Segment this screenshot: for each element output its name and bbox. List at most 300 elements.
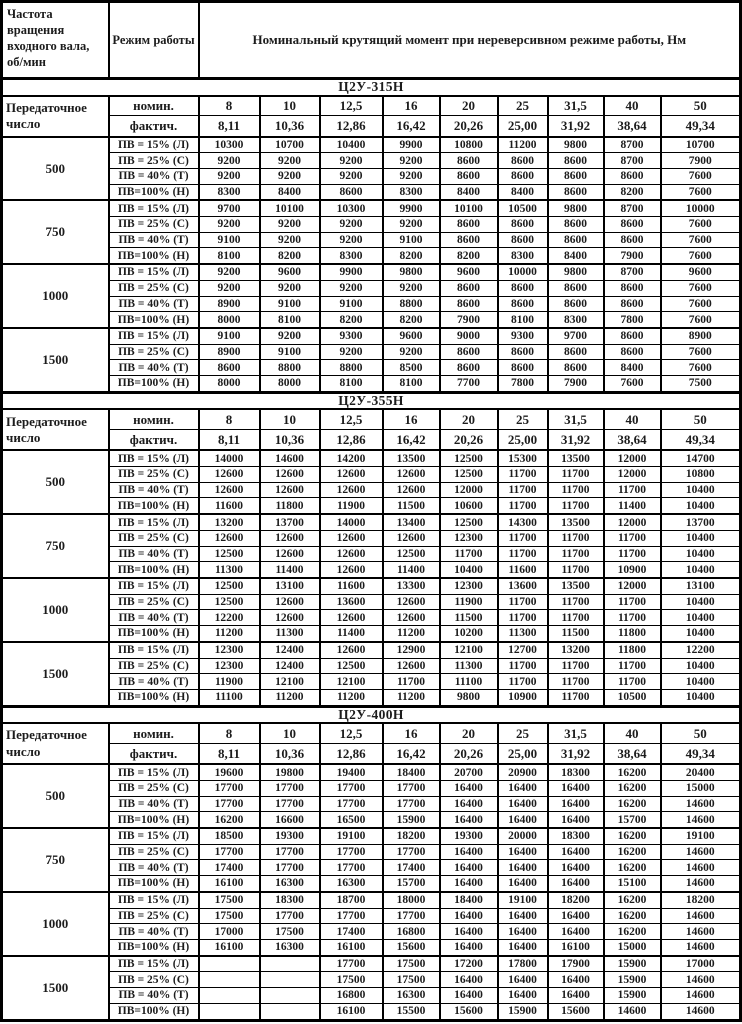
torque-value: 10400 bbox=[661, 530, 741, 546]
torque-value: 14600 bbox=[661, 796, 741, 812]
torque-value: 15100 bbox=[604, 876, 661, 892]
nominal-value: 40 bbox=[604, 723, 661, 743]
torque-value: 7500 bbox=[661, 376, 741, 393]
torque-value: 12500 bbox=[199, 546, 260, 562]
torque-value: 7900 bbox=[661, 153, 741, 169]
torque-value: 8600 bbox=[604, 217, 661, 233]
torque-value: 12600 bbox=[320, 562, 383, 578]
torque-value: 13400 bbox=[383, 514, 440, 530]
torque-value: 16200 bbox=[604, 844, 661, 860]
torque-table-body bbox=[2, 2, 741, 1021]
torque-value: 10400 bbox=[661, 482, 741, 498]
actual-value: 49,34 bbox=[661, 743, 741, 764]
torque-value: 12600 bbox=[260, 546, 320, 562]
torque-value: 12300 bbox=[199, 642, 260, 658]
torque-value: 10500 bbox=[604, 689, 661, 706]
torque-value: 7600 bbox=[661, 232, 741, 248]
torque-value: 14000 bbox=[320, 514, 383, 530]
torque-value: 11700 bbox=[498, 530, 548, 546]
pv-label: ПВ = 40% (Т) bbox=[109, 988, 199, 1004]
torque-value: 12200 bbox=[199, 610, 260, 626]
pv-label: ПВ = 25% (С) bbox=[109, 530, 199, 546]
actual-value: 8,11 bbox=[199, 743, 260, 764]
torque-value: 11700 bbox=[383, 674, 440, 690]
torque-value: 8000 bbox=[199, 376, 260, 393]
torque-value: 15600 bbox=[383, 939, 440, 955]
torque-value: 12300 bbox=[199, 658, 260, 674]
torque-value: 11700 bbox=[498, 610, 548, 626]
torque-value: 9200 bbox=[320, 232, 383, 248]
torque-value: 11700 bbox=[548, 498, 604, 514]
actual-value: 16,42 bbox=[383, 429, 440, 450]
torque-value: 11700 bbox=[440, 546, 498, 562]
torque-value: 11500 bbox=[548, 626, 604, 642]
torque-value: 14600 bbox=[661, 860, 741, 876]
torque-value: 8600 bbox=[548, 217, 604, 233]
torque-value: 17500 bbox=[320, 972, 383, 988]
nominal-value: 40 bbox=[604, 409, 661, 429]
nominal-label: номин. bbox=[109, 96, 199, 116]
nominal-value: 10 bbox=[260, 96, 320, 116]
torque-value: 12300 bbox=[440, 530, 498, 546]
pv-label: ПВ=100% (Н) bbox=[109, 376, 199, 393]
torque-value: 17700 bbox=[320, 956, 383, 972]
torque-value: 9200 bbox=[320, 153, 383, 169]
pv-label: ПВ = 40% (Т) bbox=[109, 860, 199, 876]
torque-value: 7600 bbox=[604, 376, 661, 393]
torque-value: 12400 bbox=[260, 642, 320, 658]
torque-value: 8600 bbox=[604, 296, 661, 312]
torque-value: 16400 bbox=[498, 780, 548, 796]
pv-label: ПВ = 40% (Т) bbox=[109, 168, 199, 184]
ratio-label: Передаточное число bbox=[2, 96, 109, 137]
torque-value: 12500 bbox=[320, 658, 383, 674]
torque-value: 9700 bbox=[548, 328, 604, 344]
torque-value: 9200 bbox=[260, 328, 320, 344]
torque-value: 8100 bbox=[383, 376, 440, 393]
actual-value: 49,34 bbox=[661, 116, 741, 137]
torque-value: 11700 bbox=[604, 546, 661, 562]
torque-value: 11600 bbox=[199, 498, 260, 514]
torque-value: 17200 bbox=[440, 956, 498, 972]
torque-value: 19100 bbox=[498, 892, 548, 908]
torque-value: 11200 bbox=[383, 626, 440, 642]
torque-value: 15000 bbox=[661, 780, 741, 796]
torque-value: 8600 bbox=[498, 280, 548, 296]
torque-value: 17700 bbox=[383, 796, 440, 812]
torque-value: 16300 bbox=[320, 876, 383, 892]
torque-value: 12600 bbox=[320, 642, 383, 658]
torque-value: 12600 bbox=[260, 530, 320, 546]
torque-value: 8200 bbox=[383, 312, 440, 328]
torque-value: 8600 bbox=[548, 232, 604, 248]
torque-value: 14600 bbox=[661, 876, 741, 892]
pv-label: ПВ = 25% (С) bbox=[109, 153, 199, 169]
torque-value: 17000 bbox=[199, 924, 260, 940]
nominal-value: 31,5 bbox=[548, 723, 604, 743]
torque-value: 12600 bbox=[383, 467, 440, 483]
torque-value: 7600 bbox=[661, 248, 741, 264]
nominal-value: 40 bbox=[604, 96, 661, 116]
actual-value: 10,36 bbox=[260, 116, 320, 137]
pv-label: ПВ=100% (Н) bbox=[109, 1003, 199, 1020]
actual-value: 38,64 bbox=[604, 116, 661, 137]
section-title: Ц2У-315Н bbox=[2, 79, 741, 96]
torque-value: 9700 bbox=[199, 200, 260, 216]
torque-value: 8800 bbox=[320, 360, 383, 376]
torque-value: 14600 bbox=[661, 988, 741, 1004]
torque-value: 9200 bbox=[320, 280, 383, 296]
torque-value: 13100 bbox=[661, 578, 741, 594]
torque-value: 9100 bbox=[320, 296, 383, 312]
pv-label: ПВ = 25% (С) bbox=[109, 344, 199, 360]
torque-value: 11700 bbox=[498, 467, 548, 483]
actual-value: 38,64 bbox=[604, 429, 661, 450]
torque-value: 15700 bbox=[604, 812, 661, 828]
actual-value: 31,92 bbox=[548, 743, 604, 764]
torque-value: 10800 bbox=[440, 137, 498, 153]
torque-value: 10300 bbox=[199, 137, 260, 153]
torque-value: 11700 bbox=[498, 482, 548, 498]
torque-value: 17900 bbox=[548, 956, 604, 972]
pv-label: ПВ = 40% (Т) bbox=[109, 610, 199, 626]
torque-value: 12600 bbox=[260, 610, 320, 626]
torque-value: 16100 bbox=[199, 939, 260, 955]
torque-value: 16500 bbox=[320, 812, 383, 828]
torque-value: 7700 bbox=[440, 376, 498, 393]
torque-value: 8300 bbox=[320, 248, 383, 264]
torque-value: 15300 bbox=[498, 450, 548, 466]
torque-value: 13500 bbox=[548, 514, 604, 530]
torque-value: 8600 bbox=[498, 168, 548, 184]
actual-value: 38,64 bbox=[604, 743, 661, 764]
rpm-cell: 1000 bbox=[2, 264, 109, 328]
torque-value: 11700 bbox=[604, 482, 661, 498]
torque-value: 11900 bbox=[199, 674, 260, 690]
torque-value: 10000 bbox=[661, 200, 741, 216]
torque-value: 9300 bbox=[498, 328, 548, 344]
pv-label: ПВ = 25% (С) bbox=[109, 780, 199, 796]
torque-value: 15700 bbox=[383, 876, 440, 892]
torque-value: 17000 bbox=[661, 956, 741, 972]
actual-value: 16,42 bbox=[383, 116, 440, 137]
torque-value: 8600 bbox=[604, 280, 661, 296]
nominal-value: 16 bbox=[383, 723, 440, 743]
torque-value: 10400 bbox=[661, 562, 741, 578]
torque-value: 8600 bbox=[440, 344, 498, 360]
torque-value: 18400 bbox=[440, 892, 498, 908]
torque-value bbox=[199, 956, 260, 972]
torque-value: 9100 bbox=[383, 232, 440, 248]
torque-value: 16600 bbox=[260, 812, 320, 828]
torque-value: 17500 bbox=[199, 892, 260, 908]
torque-value: 8600 bbox=[199, 360, 260, 376]
torque-value: 11200 bbox=[383, 689, 440, 706]
torque-value: 12100 bbox=[260, 674, 320, 690]
nominal-value: 31,5 bbox=[548, 409, 604, 429]
torque-value: 8100 bbox=[260, 312, 320, 328]
torque-value: 12900 bbox=[383, 642, 440, 658]
torque-value: 9200 bbox=[383, 153, 440, 169]
nominal-value: 50 bbox=[661, 96, 741, 116]
pv-label: ПВ=100% (Н) bbox=[109, 312, 199, 328]
torque-value: 10400 bbox=[661, 626, 741, 642]
nominal-value: 10 bbox=[260, 723, 320, 743]
torque-value: 13700 bbox=[260, 514, 320, 530]
torque-value: 19100 bbox=[320, 828, 383, 844]
torque-value: 11800 bbox=[260, 498, 320, 514]
ratio-label: Передаточное число bbox=[2, 723, 109, 764]
actual-value: 12,86 bbox=[320, 116, 383, 137]
pv-label: ПВ=100% (Н) bbox=[109, 248, 199, 264]
nominal-value: 8 bbox=[199, 409, 260, 429]
torque-value: 18200 bbox=[661, 892, 741, 908]
torque-value: 15900 bbox=[604, 972, 661, 988]
torque-value: 16400 bbox=[498, 860, 548, 876]
torque-value: 13500 bbox=[383, 450, 440, 466]
torque-value: 16400 bbox=[440, 876, 498, 892]
torque-value: 11600 bbox=[498, 562, 548, 578]
pv-label: ПВ = 40% (Т) bbox=[109, 546, 199, 562]
torque-value: 12600 bbox=[320, 482, 383, 498]
torque-value bbox=[199, 972, 260, 988]
torque-value: 14000 bbox=[199, 450, 260, 466]
torque-value: 8800 bbox=[260, 360, 320, 376]
torque-value: 16400 bbox=[440, 844, 498, 860]
torque-value: 13300 bbox=[383, 578, 440, 594]
torque-value: 16400 bbox=[498, 972, 548, 988]
torque-value: 8600 bbox=[440, 153, 498, 169]
torque-value: 8400 bbox=[604, 360, 661, 376]
torque-header: Номинальный крутящий момент при нереверсивном режиме работы, Нм bbox=[199, 2, 741, 79]
torque-value: 8000 bbox=[260, 376, 320, 393]
torque-value: 8600 bbox=[498, 153, 548, 169]
torque-value: 16100 bbox=[320, 939, 383, 955]
torque-value: 12600 bbox=[260, 467, 320, 483]
torque-value: 8600 bbox=[440, 360, 498, 376]
torque-value: 16400 bbox=[548, 876, 604, 892]
nominal-label: номин. bbox=[109, 409, 199, 429]
torque-value: 8600 bbox=[498, 217, 548, 233]
torque-value: 11700 bbox=[548, 562, 604, 578]
torque-value: 19300 bbox=[260, 828, 320, 844]
torque-value: 11700 bbox=[604, 674, 661, 690]
actual-value: 8,11 bbox=[199, 429, 260, 450]
nominal-value: 8 bbox=[199, 96, 260, 116]
torque-value: 16400 bbox=[440, 908, 498, 924]
pv-label: ПВ = 40% (Т) bbox=[109, 482, 199, 498]
torque-value: 11700 bbox=[548, 610, 604, 626]
torque-value: 9100 bbox=[199, 328, 260, 344]
torque-value: 18200 bbox=[548, 892, 604, 908]
pv-label: ПВ = 15% (Л) bbox=[109, 642, 199, 658]
pv-label: ПВ = 15% (Л) bbox=[109, 328, 199, 344]
torque-value: 16200 bbox=[604, 860, 661, 876]
torque-value: 11700 bbox=[548, 594, 604, 610]
torque-value: 11100 bbox=[199, 689, 260, 706]
torque-value: 17700 bbox=[260, 860, 320, 876]
torque-value: 9800 bbox=[440, 689, 498, 706]
torque-value: 17700 bbox=[383, 780, 440, 796]
pv-label: ПВ=100% (Н) bbox=[109, 939, 199, 955]
torque-value: 11200 bbox=[498, 137, 548, 153]
torque-value: 18300 bbox=[548, 828, 604, 844]
torque-value: 10000 bbox=[498, 264, 548, 280]
pv-label: ПВ = 15% (Л) bbox=[109, 828, 199, 844]
torque-value: 11800 bbox=[604, 642, 661, 658]
torque-value: 17400 bbox=[199, 860, 260, 876]
torque-value: 8600 bbox=[548, 280, 604, 296]
torque-value: 14600 bbox=[661, 972, 741, 988]
torque-value: 9200 bbox=[383, 344, 440, 360]
torque-value: 17700 bbox=[199, 796, 260, 812]
pv-label: ПВ=100% (Н) bbox=[109, 184, 199, 200]
torque-value: 11700 bbox=[548, 546, 604, 562]
torque-value: 11700 bbox=[604, 658, 661, 674]
torque-value bbox=[260, 988, 320, 1004]
torque-value: 16400 bbox=[498, 924, 548, 940]
torque-value: 17500 bbox=[260, 924, 320, 940]
torque-value: 18500 bbox=[199, 828, 260, 844]
torque-value: 14200 bbox=[320, 450, 383, 466]
section-title: Ц2У-355Н bbox=[2, 392, 741, 409]
torque-value: 12500 bbox=[199, 578, 260, 594]
torque-value: 12000 bbox=[604, 514, 661, 530]
pv-label: ПВ = 15% (Л) bbox=[109, 264, 199, 280]
torque-value: 12000 bbox=[604, 578, 661, 594]
torque-value: 7600 bbox=[661, 344, 741, 360]
torque-value: 12000 bbox=[604, 450, 661, 466]
torque-value: 15900 bbox=[498, 1003, 548, 1020]
torque-value: 9200 bbox=[320, 344, 383, 360]
torque-value: 9200 bbox=[260, 217, 320, 233]
nominal-value: 8 bbox=[199, 723, 260, 743]
torque-value: 8300 bbox=[498, 248, 548, 264]
torque-value: 13500 bbox=[548, 578, 604, 594]
torque-value: 10400 bbox=[661, 546, 741, 562]
torque-value: 9100 bbox=[199, 232, 260, 248]
torque-value: 18400 bbox=[383, 764, 440, 780]
torque-value: 17700 bbox=[260, 844, 320, 860]
torque-value: 10900 bbox=[604, 562, 661, 578]
torque-value: 16400 bbox=[440, 796, 498, 812]
torque-value: 9200 bbox=[199, 168, 260, 184]
torque-value: 17400 bbox=[320, 924, 383, 940]
torque-value: 7900 bbox=[440, 312, 498, 328]
nominal-value: 16 bbox=[383, 409, 440, 429]
torque-value: 16400 bbox=[440, 780, 498, 796]
torque-value: 12600 bbox=[199, 482, 260, 498]
torque-value: 16400 bbox=[498, 796, 548, 812]
torque-value: 17700 bbox=[199, 780, 260, 796]
torque-value: 8700 bbox=[604, 264, 661, 280]
torque-value: 11700 bbox=[498, 658, 548, 674]
torque-value: 12200 bbox=[661, 642, 741, 658]
torque-value: 17500 bbox=[383, 972, 440, 988]
pv-label: ПВ = 40% (Т) bbox=[109, 232, 199, 248]
torque-value: 10700 bbox=[661, 137, 741, 153]
nominal-value: 50 bbox=[661, 723, 741, 743]
nominal-value: 20 bbox=[440, 723, 498, 743]
torque-value: 8700 bbox=[604, 153, 661, 169]
torque-value: 19300 bbox=[440, 828, 498, 844]
pv-label: ПВ = 40% (Т) bbox=[109, 796, 199, 812]
torque-value: 18000 bbox=[383, 892, 440, 908]
torque-value: 10100 bbox=[440, 200, 498, 216]
torque-value: 16400 bbox=[440, 924, 498, 940]
rpm-cell: 1000 bbox=[2, 578, 109, 642]
torque-value: 10200 bbox=[440, 626, 498, 642]
torque-value: 12500 bbox=[199, 594, 260, 610]
torque-value: 8100 bbox=[199, 248, 260, 264]
torque-value: 11700 bbox=[548, 482, 604, 498]
torque-value: 14600 bbox=[661, 812, 741, 828]
torque-value: 10400 bbox=[661, 689, 741, 706]
torque-value: 11800 bbox=[604, 626, 661, 642]
torque-value: 11900 bbox=[320, 498, 383, 514]
torque-value: 8100 bbox=[498, 312, 548, 328]
torque-value: 7600 bbox=[661, 184, 741, 200]
pv-label: ПВ = 40% (Т) bbox=[109, 360, 199, 376]
torque-value: 10800 bbox=[661, 467, 741, 483]
torque-value: 11300 bbox=[440, 658, 498, 674]
rpm-cell: 750 bbox=[2, 200, 109, 264]
torque-value: 8600 bbox=[604, 328, 661, 344]
nominal-label: номин. bbox=[109, 723, 199, 743]
torque-value: 10100 bbox=[260, 200, 320, 216]
torque-value: 8600 bbox=[548, 168, 604, 184]
torque-value: 10600 bbox=[440, 498, 498, 514]
torque-value: 10900 bbox=[498, 689, 548, 706]
torque-value: 19600 bbox=[199, 764, 260, 780]
torque-value: 16400 bbox=[498, 876, 548, 892]
torque-value: 9800 bbox=[383, 264, 440, 280]
pv-label: ПВ = 25% (С) bbox=[109, 844, 199, 860]
torque-value: 13700 bbox=[661, 514, 741, 530]
torque-value: 10400 bbox=[661, 594, 741, 610]
torque-value: 8600 bbox=[548, 296, 604, 312]
torque-value: 16100 bbox=[320, 1003, 383, 1020]
rpm-cell: 500 bbox=[2, 450, 109, 514]
torque-value: 12500 bbox=[440, 450, 498, 466]
torque-value: 17700 bbox=[320, 796, 383, 812]
torque-value: 7600 bbox=[661, 296, 741, 312]
actual-value: 25,00 bbox=[498, 429, 548, 450]
torque-value: 8400 bbox=[548, 248, 604, 264]
torque-value: 8600 bbox=[498, 232, 548, 248]
torque-value: 11300 bbox=[260, 626, 320, 642]
torque-value bbox=[260, 972, 320, 988]
pv-label: ПВ = 25% (С) bbox=[109, 280, 199, 296]
actual-label: фактич. bbox=[109, 429, 199, 450]
torque-value: 11300 bbox=[199, 562, 260, 578]
pv-label: ПВ=100% (Н) bbox=[109, 689, 199, 706]
torque-value: 14600 bbox=[260, 450, 320, 466]
pv-label: ПВ = 25% (С) bbox=[109, 972, 199, 988]
nominal-value: 10 bbox=[260, 409, 320, 429]
actual-value: 12,86 bbox=[320, 743, 383, 764]
torque-value: 11500 bbox=[383, 498, 440, 514]
rpm-cell: 1500 bbox=[2, 328, 109, 392]
torque-value: 12600 bbox=[199, 467, 260, 483]
torque-value: 12600 bbox=[260, 482, 320, 498]
torque-value: 9200 bbox=[320, 217, 383, 233]
nominal-value: 12,5 bbox=[320, 96, 383, 116]
torque-value: 12600 bbox=[383, 594, 440, 610]
nominal-value: 25 bbox=[498, 96, 548, 116]
torque-value: 16200 bbox=[199, 812, 260, 828]
pv-label: ПВ = 15% (Л) bbox=[109, 956, 199, 972]
